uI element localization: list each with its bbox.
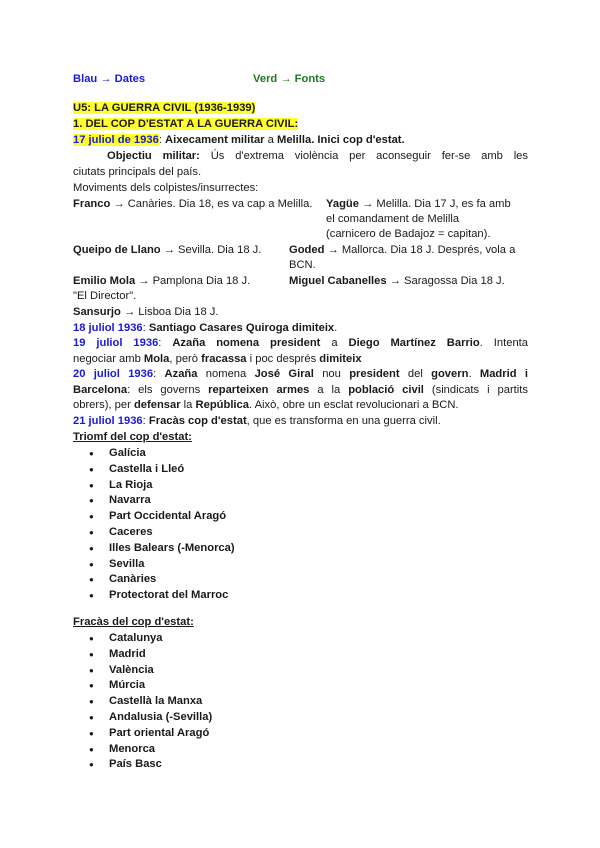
event-20-july: 20 juliol 1936: Azaña nomena José Giral nou president del govern. Madrid i Barcelona: els governs reparteixen armes a la població civil (sindicats i partits obrers), per defensar la República. Això, obre un esclat revolucionari a BCN. [73,368,528,411]
list-item: ● País Basc [89,757,212,773]
event-date: 21 juliol 1936 [73,415,143,427]
event-date: 20 juliol 1936 [73,368,154,380]
list-item: ● Castella i Lleó [89,462,235,478]
list-item: ● Caceres [89,525,235,541]
event-21-july: 21 juliol 1936: Fracàs cop d'estat, que es transforma en una guerra civil. [73,415,441,427]
event-date: 19 juliol 1936 [73,337,159,349]
list-item: ● Menorca [89,742,212,758]
movements-label: Moviments dels colpistes/insurrectes: [73,182,259,194]
list-item: ● Castellà la Manxa [89,694,212,710]
unit-title: U5: LA GUERRA CIVIL (1936-1939) [73,102,256,114]
leader-yague-line3: (carnicero de Badajoz = capitan). [326,228,491,240]
failure-title: Fracàs del cop d'estat: [73,616,194,628]
legend-arrow: → [100,73,112,85]
legend-green-desc: Fonts [294,73,326,85]
leader-mola: Emilio Mola → Pamplona Dia 18 J. [73,275,251,287]
failure-list [89,631,212,773]
list-item: ● Illes Balears (-Menorca) [89,541,235,557]
event-date: 17 juliol de 1936 [73,134,159,146]
leader-sanjurjo: Sansurjo → Lisboa Dia 18 J. [73,306,219,318]
leader-yague: Yagüe → Melilla. Dia 17 J, es fa amb [326,198,511,210]
objective-paragraph: Objectiu militar: Ús d'extrema violència per aconseguir fer-se amb les ciutats principals del país. [73,150,529,178]
leader-goded: Goded → Mallorca. Dia 18 J. Després, vola a [289,244,516,256]
legend-arrow: → [280,73,292,85]
triumph-list [89,446,235,604]
legend-green-label: Verd [253,73,278,85]
list-item: ● Part Occidental Aragó [89,509,235,525]
event-17-july: 17 juliol de 1936: Aixecament militar a Melilla. Inici cop d'estat. [73,134,405,146]
list-item: ● Madrid [89,647,212,663]
event-18-july: 18 juliol 1936: Santiago Casares Quiroga dimiteix. [73,322,338,334]
legend-green [253,72,325,87]
list-item: ● València [89,663,212,679]
event-19-july: 19 juliol 1936: Azaña nomena president a Diego Martínez Barrio. Intenta negociar amb Mola, però fracassa i poc després dimiteix [73,337,528,365]
legend-blue-label: Blau [73,73,98,85]
list-item: ● Galícia [89,446,235,462]
list-item: ● Sevilla [89,557,235,573]
list-item: ● Protectorat del Marroc [89,588,235,604]
leader-mola-line2: "El Director". [73,290,137,302]
list-item: ● La Rioja [89,478,235,494]
list-item: ● Catalunya [89,631,212,647]
triumph-title: Triomf del cop d'estat: [73,431,192,443]
leader-cabanelles: Miguel Cabanelles → Saragossa Dia 18 J. [289,275,505,287]
event-date: 18 juliol 1936 [73,322,143,334]
legend-blue-desc: Dates [114,73,146,85]
list-item: ● Canàries [89,572,235,588]
list-item: ● Andalusia (-Sevilla) [89,710,212,726]
leader-yague-line2: el comandament de Melilla [326,213,460,225]
leader-goded-line2: BCN. [289,259,316,271]
leader-franco: Franco → Canàries. Dia 18, es va cap a Melilla. [73,198,313,210]
leader-queipo: Queipo de Llano → Sevilla. Dia 18 J. [73,244,262,256]
list-item: ● Navarra [89,493,235,509]
list-item: ● Part oriental Aragó [89,726,212,742]
legend-blue [73,72,145,87]
section-title: 1. DEL COP D'ESTAT A LA GUERRA CIVIL: [73,118,299,130]
list-item: ● Múrcia [89,678,212,694]
